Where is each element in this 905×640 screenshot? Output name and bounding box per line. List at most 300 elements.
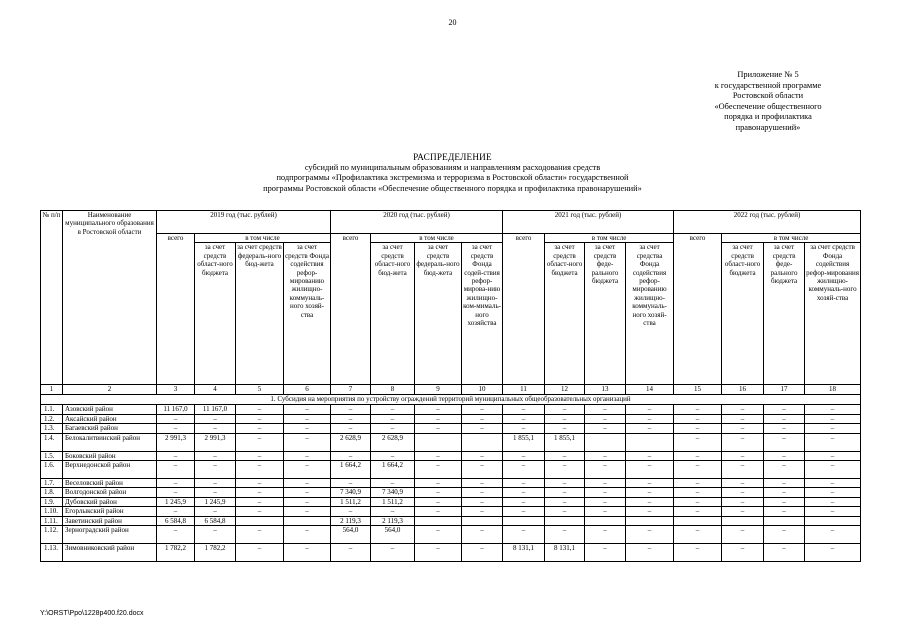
value-cell: – <box>503 497 545 506</box>
value-cell <box>415 433 462 451</box>
value-cell: – <box>415 405 462 414</box>
value-cell: – <box>195 526 236 544</box>
header-total: всего <box>503 234 545 385</box>
value-cell: – <box>462 526 503 544</box>
value-cell: – <box>415 479 462 488</box>
heading-line: субсидий по муниципальным образованиям и направлениям расходования средств <box>304 162 601 172</box>
file-path: Y:\ORST\Ppo\1228p400.f20.docx <box>40 610 144 617</box>
value-cell: – <box>284 414 331 423</box>
value-cell: – <box>674 526 722 544</box>
value-cell <box>585 516 626 525</box>
column-number: 12 <box>545 385 585 395</box>
value-cell: – <box>805 497 861 506</box>
value-cell: – <box>195 451 236 460</box>
table-row <box>41 414 861 423</box>
table-row <box>41 526 861 544</box>
value-cell: – <box>371 414 415 423</box>
header-federal-budget: за счет средств федераль-ного бюд-жета <box>236 243 284 385</box>
value-cell: – <box>764 507 805 516</box>
value-cell: – <box>674 507 722 516</box>
value-cell: – <box>805 544 861 562</box>
value-cell: – <box>284 497 331 506</box>
value-cell: – <box>585 414 626 423</box>
value-cell: – <box>545 414 585 423</box>
column-number: 10 <box>462 385 503 395</box>
value-cell: – <box>415 526 462 544</box>
header-regional-budget: за счет средств област-ного бюджета <box>722 243 764 385</box>
value-cell: – <box>722 414 764 423</box>
municipality-name: Зерноградский район <box>63 526 157 544</box>
value-cell: – <box>195 507 236 516</box>
value-cell: – <box>236 433 284 451</box>
value-cell <box>764 516 805 525</box>
column-number: 8 <box>371 385 415 395</box>
value-cell: – <box>585 497 626 506</box>
value-cell: – <box>157 526 195 544</box>
row-number: 1.4. <box>41 433 63 451</box>
appendix-line: Ростовской области <box>732 91 804 101</box>
column-number: 9 <box>415 385 462 395</box>
value-cell: – <box>585 461 626 479</box>
value-cell: – <box>195 479 236 488</box>
value-cell: – <box>585 405 626 414</box>
document-title: РАСПРЕДЕЛЕНИЕ <box>413 152 492 162</box>
value-cell <box>545 516 585 525</box>
header-housing-fund: за счет средств Фонда содействия рефор-мирования жилищно-коммуналь-ного хозяй-ства <box>805 243 861 385</box>
value-cell: 1 511,2 <box>371 497 415 506</box>
table-row <box>41 507 861 516</box>
value-cell: 1 511,2 <box>331 497 371 506</box>
value-cell: – <box>195 461 236 479</box>
value-cell: – <box>764 405 805 414</box>
value-cell: 11 167,0 <box>157 405 195 414</box>
value-cell: – <box>284 461 331 479</box>
value-cell: – <box>764 544 805 562</box>
value-cell: – <box>462 544 503 562</box>
header-total: всего <box>674 234 722 385</box>
value-cell: – <box>331 405 371 414</box>
header-num: № п/п <box>41 211 63 385</box>
column-number: 13 <box>585 385 626 395</box>
value-cell: – <box>674 488 722 497</box>
value-cell: – <box>195 488 236 497</box>
value-cell: – <box>545 424 585 433</box>
value-cell: – <box>503 488 545 497</box>
value-cell: – <box>236 479 284 488</box>
header-year-2019: 2019 год (тыс. рублей) <box>157 211 331 234</box>
value-cell: – <box>545 451 585 460</box>
value-cell: – <box>157 414 195 423</box>
header-year-2022: 2022 год (тыс. рублей) <box>674 211 861 234</box>
header-municipality: Наименование муниципального образования в Ростовской области <box>63 211 157 385</box>
value-cell: – <box>674 461 722 479</box>
value-cell: – <box>545 479 585 488</box>
row-number: 1.7. <box>41 479 63 488</box>
value-cell <box>805 516 861 525</box>
municipality-name: Багаевский район <box>63 424 157 433</box>
value-cell: – <box>764 451 805 460</box>
value-cell: – <box>805 405 861 414</box>
value-cell <box>462 433 503 451</box>
value-cell: – <box>805 414 861 423</box>
value-cell: – <box>462 488 503 497</box>
value-cell: – <box>195 424 236 433</box>
value-cell: – <box>157 507 195 516</box>
value-cell: – <box>674 414 722 423</box>
table-row <box>41 497 861 506</box>
value-cell: – <box>415 544 462 562</box>
value-cell: – <box>462 414 503 423</box>
column-number: 16 <box>722 385 764 395</box>
value-cell: – <box>415 414 462 423</box>
value-cell: – <box>371 424 415 433</box>
value-cell: 1 245,9 <box>195 497 236 506</box>
appendix-line: правонарушений» <box>735 122 801 132</box>
row-number: 1.6. <box>41 461 63 479</box>
value-cell: – <box>236 451 284 460</box>
value-cell: – <box>415 488 462 497</box>
value-cell: – <box>585 451 626 460</box>
value-cell: – <box>157 424 195 433</box>
value-cell: 6 584,8 <box>195 516 236 525</box>
value-cell: – <box>545 497 585 506</box>
value-cell: – <box>722 461 764 479</box>
heading-line: программы Ростовской области «Обеспечение общественного порядка и профилактика правонарушений» <box>263 183 642 193</box>
value-cell: 2 119,3 <box>371 516 415 525</box>
value-cell: – <box>626 479 674 488</box>
value-cell: – <box>462 461 503 479</box>
value-cell: 6 584,8 <box>157 516 195 525</box>
value-cell: 1 782,2 <box>157 544 195 562</box>
value-cell: 1 664,2 <box>331 461 371 479</box>
value-cell: – <box>764 497 805 506</box>
value-cell: – <box>331 479 371 488</box>
value-cell: – <box>503 451 545 460</box>
municipality-name: Верхнедонской район <box>63 461 157 479</box>
header-total: всего <box>331 234 371 385</box>
value-cell: – <box>284 433 331 451</box>
value-cell: – <box>236 414 284 423</box>
header-total: всего <box>157 234 195 385</box>
document-heading <box>0 152 905 194</box>
value-cell: – <box>462 424 503 433</box>
value-cell: – <box>284 424 331 433</box>
header-including: в том числе <box>545 234 674 243</box>
value-cell: 8 131,1 <box>545 544 585 562</box>
value-cell: – <box>626 544 674 562</box>
value-cell: – <box>236 488 284 497</box>
table-row <box>41 424 861 433</box>
value-cell: – <box>415 451 462 460</box>
value-cell: – <box>371 479 415 488</box>
value-cell: – <box>674 433 722 451</box>
row-number: 1.2. <box>41 414 63 423</box>
municipality-name: Аксайский район <box>63 414 157 423</box>
municipality-name: Заветинский район <box>63 516 157 525</box>
row-number: 1.3. <box>41 424 63 433</box>
section-row <box>41 395 861 405</box>
value-cell: – <box>764 479 805 488</box>
value-cell: 1 664,2 <box>371 461 415 479</box>
value-cell: – <box>331 451 371 460</box>
appendix-line: к государственной программе <box>714 80 822 90</box>
value-cell: – <box>585 507 626 516</box>
value-cell: – <box>284 451 331 460</box>
value-cell: – <box>764 424 805 433</box>
value-cell <box>626 433 674 451</box>
value-cell: – <box>545 461 585 479</box>
header-year-2020: 2020 год (тыс. рублей) <box>331 211 503 234</box>
municipality-name: Веселовский район <box>63 479 157 488</box>
column-number: 18 <box>805 385 861 395</box>
header-including: в том числе <box>371 234 503 243</box>
value-cell: 1 855,1 <box>545 433 585 451</box>
table-row <box>41 544 861 562</box>
value-cell: – <box>157 461 195 479</box>
row-number: 1.13. <box>41 544 63 562</box>
value-cell: – <box>764 488 805 497</box>
value-cell <box>236 516 284 525</box>
value-cell: – <box>236 526 284 544</box>
value-cell: – <box>764 526 805 544</box>
header-federal-budget: за счет средств федераль-ного бюд-жета <box>415 243 462 385</box>
value-cell: – <box>674 544 722 562</box>
value-cell: – <box>545 526 585 544</box>
value-cell: 11 167,0 <box>195 405 236 414</box>
value-cell: – <box>722 433 764 451</box>
value-cell: 564,0 <box>331 526 371 544</box>
value-cell: – <box>415 497 462 506</box>
value-cell: – <box>331 424 371 433</box>
value-cell: – <box>462 497 503 506</box>
value-cell: – <box>236 544 284 562</box>
municipality-name: Зимовниковский район <box>63 544 157 562</box>
value-cell: – <box>236 461 284 479</box>
value-cell: – <box>805 451 861 460</box>
value-cell: – <box>674 405 722 414</box>
value-cell: – <box>236 424 284 433</box>
value-cell <box>674 516 722 525</box>
value-cell: – <box>236 497 284 506</box>
value-cell: 2 628,9 <box>371 433 415 451</box>
row-number: 1.10. <box>41 507 63 516</box>
value-cell: – <box>236 405 284 414</box>
value-cell: – <box>503 461 545 479</box>
header-including: в том числе <box>195 234 331 243</box>
column-number-row <box>41 385 861 395</box>
value-cell: – <box>626 488 674 497</box>
value-cell: 7 340,9 <box>331 488 371 497</box>
value-cell: – <box>545 405 585 414</box>
header-federal-budget: за счет средств феде-рального бюджета <box>585 243 626 385</box>
value-cell: – <box>503 507 545 516</box>
value-cell: 1 855,1 <box>503 433 545 451</box>
column-number: 3 <box>157 385 195 395</box>
municipality-name: Волгодонской район <box>63 488 157 497</box>
header-regional-budget: за счет средств област-ного бюджета <box>195 243 236 385</box>
table-row <box>41 451 861 460</box>
value-cell: – <box>626 526 674 544</box>
value-cell: – <box>722 479 764 488</box>
row-number: 1.8. <box>41 488 63 497</box>
value-cell: – <box>284 479 331 488</box>
value-cell: – <box>626 405 674 414</box>
value-cell: – <box>674 424 722 433</box>
table-row <box>41 461 861 479</box>
value-cell: 2 119,3 <box>331 516 371 525</box>
column-number: 7 <box>331 385 371 395</box>
value-cell: 8 131,1 <box>503 544 545 562</box>
row-number: 1.12. <box>41 526 63 544</box>
value-cell: – <box>371 507 415 516</box>
value-cell: – <box>674 451 722 460</box>
municipality-name: Дубовский район <box>63 497 157 506</box>
value-cell <box>503 516 545 525</box>
value-cell: – <box>503 405 545 414</box>
municipality-name: Белокалитвинский район <box>63 433 157 451</box>
appendix-note <box>693 70 843 134</box>
value-cell: – <box>157 451 195 460</box>
column-number: 2 <box>63 385 157 395</box>
value-cell: – <box>722 424 764 433</box>
value-cell: 2 991,3 <box>195 433 236 451</box>
value-cell: – <box>674 479 722 488</box>
municipality-name: Азовский район <box>63 405 157 414</box>
value-cell: – <box>805 433 861 451</box>
value-cell: – <box>722 451 764 460</box>
column-number: 6 <box>284 385 331 395</box>
value-cell: – <box>764 414 805 423</box>
value-cell: – <box>371 544 415 562</box>
value-cell: – <box>722 526 764 544</box>
value-cell: – <box>284 488 331 497</box>
value-cell: – <box>722 488 764 497</box>
value-cell: – <box>722 544 764 562</box>
value-cell: – <box>462 479 503 488</box>
appendix-line: порядка и профилактика <box>724 112 812 122</box>
header-regional-budget: за счет средств област-ного бюджета <box>545 243 585 385</box>
value-cell: – <box>805 461 861 479</box>
header-housing-fund: за счет средств Фонда содей-ствия рефор-мирова-нию жилищно-ком-мималь-ного хозяйства <box>462 243 503 385</box>
distribution-table <box>40 210 861 562</box>
value-cell: – <box>331 544 371 562</box>
value-cell: – <box>805 479 861 488</box>
header-housing-fund: за счет средства Фонда содействия рефор-мированию жилищно-коммуналь-ного хозяй-ства <box>626 243 674 385</box>
municipality-name: Егорлыкский район <box>63 507 157 516</box>
row-number: 1.9. <box>41 497 63 506</box>
value-cell: – <box>626 451 674 460</box>
table-row <box>41 433 861 451</box>
table-row <box>41 516 861 525</box>
value-cell: – <box>503 526 545 544</box>
value-cell: 7 340,9 <box>371 488 415 497</box>
row-number: 1.11. <box>41 516 63 525</box>
header-year-2021: 2021 год (тыс. рублей) <box>503 211 674 234</box>
header-including: в том числе <box>722 234 861 243</box>
value-cell <box>722 516 764 525</box>
municipality-name: Боковский район <box>63 451 157 460</box>
value-cell: 564,0 <box>371 526 415 544</box>
value-cell: – <box>585 479 626 488</box>
header-regional-budget: за счет средств област-ного бюд-жета <box>371 243 415 385</box>
value-cell: – <box>462 451 503 460</box>
value-cell: – <box>805 488 861 497</box>
value-cell: – <box>462 405 503 414</box>
value-cell: – <box>545 488 585 497</box>
header-housing-fund: за счет средств Фонда содействия рефор-мированию жилищно-коммуналь-ного хозяй-ства <box>284 243 331 385</box>
column-number: 5 <box>236 385 284 395</box>
value-cell <box>462 516 503 525</box>
column-number: 14 <box>626 385 674 395</box>
value-cell: – <box>415 461 462 479</box>
value-cell: – <box>545 507 585 516</box>
value-cell: – <box>585 544 626 562</box>
value-cell: – <box>805 526 861 544</box>
value-cell: – <box>284 507 331 516</box>
value-cell: – <box>331 414 371 423</box>
value-cell: – <box>585 424 626 433</box>
value-cell: – <box>284 405 331 414</box>
table-row <box>41 405 861 414</box>
column-number: 11 <box>503 385 545 395</box>
value-cell: – <box>722 405 764 414</box>
column-number: 1 <box>41 385 63 395</box>
value-cell: – <box>722 507 764 516</box>
value-cell: – <box>157 479 195 488</box>
value-cell: – <box>764 461 805 479</box>
value-cell: – <box>195 414 236 423</box>
value-cell: – <box>722 497 764 506</box>
value-cell: – <box>503 424 545 433</box>
value-cell: – <box>236 507 284 516</box>
row-number: 1.1. <box>41 405 63 414</box>
value-cell: – <box>626 497 674 506</box>
row-number: 1.5. <box>41 451 63 460</box>
value-cell: – <box>284 526 331 544</box>
value-cell: – <box>626 414 674 423</box>
value-cell: – <box>626 461 674 479</box>
value-cell: – <box>157 488 195 497</box>
value-cell: – <box>371 405 415 414</box>
value-cell <box>626 516 674 525</box>
value-cell: – <box>503 414 545 423</box>
value-cell: – <box>585 526 626 544</box>
value-cell: – <box>371 451 415 460</box>
value-cell: – <box>415 507 462 516</box>
column-number: 17 <box>764 385 805 395</box>
header-federal-budget: за счет средств феде-рального бюджета <box>764 243 805 385</box>
value-cell: 2 628,9 <box>331 433 371 451</box>
value-cell <box>585 433 626 451</box>
table-row <box>41 479 861 488</box>
value-cell: – <box>626 424 674 433</box>
value-cell: – <box>462 507 503 516</box>
value-cell: – <box>674 497 722 506</box>
value-cell: 2 991,3 <box>157 433 195 451</box>
value-cell: – <box>626 507 674 516</box>
table-row <box>41 488 861 497</box>
value-cell: – <box>585 488 626 497</box>
value-cell: – <box>805 507 861 516</box>
value-cell: 1 245,9 <box>157 497 195 506</box>
appendix-line: Приложение № 5 <box>737 70 799 79</box>
page-number: 20 <box>448 18 457 27</box>
value-cell <box>284 516 331 525</box>
column-number: 15 <box>674 385 722 395</box>
value-cell <box>415 516 462 525</box>
heading-line: подпрограммы «Профилактика экстремизма и терроризма в Ростовской области» государственной <box>276 173 629 183</box>
value-cell: – <box>331 507 371 516</box>
